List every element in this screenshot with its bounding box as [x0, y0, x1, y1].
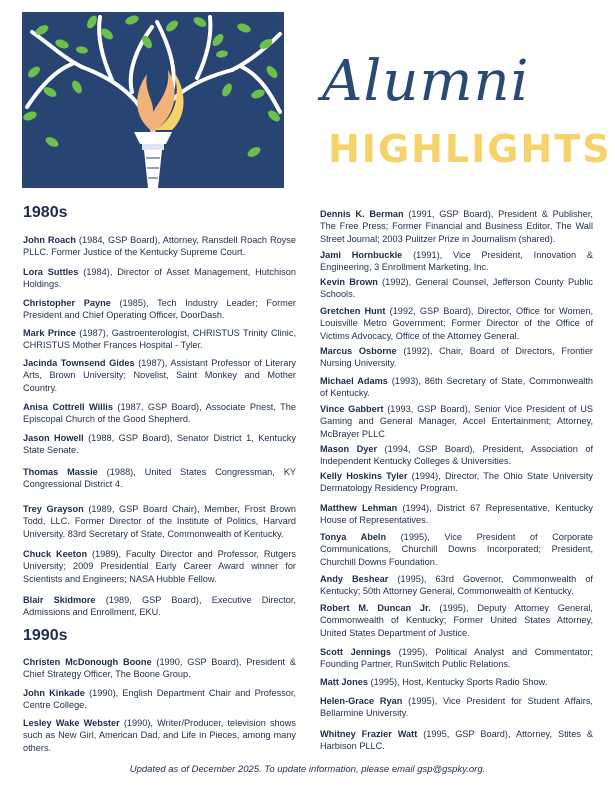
- alumni-details: (1984, GSP Board), Attorney, Ransdell Roach Royse PLLC. Former Justice of the Kentucky Supreme Court.: [23, 235, 296, 258]
- list-item: [23, 548, 296, 585]
- alumni-name: Andy Beshear: [320, 574, 389, 584]
- list-item: [320, 531, 593, 568]
- alumni-details: (1994), Director, The Ohio State University Dermatology Residency Program.: [320, 471, 593, 494]
- list-item: [23, 234, 296, 259]
- alumni-details: (1989, GSP Board), Executive Director, Admissions and Enrollment, EKU.: [23, 595, 296, 618]
- alumni-details: (1988, GSP Board), Senator District 1, Kentucky State Senate.: [23, 433, 296, 456]
- alumni-name: Christen McDonough Boone: [23, 657, 152, 667]
- title-highlights: HIGHLIGHTS: [328, 127, 612, 171]
- alumni-details: (1991), Vice President, Innovation & Engineering, 3 Enrollment Marketing, Inc.: [320, 250, 593, 273]
- list-item: [23, 327, 296, 352]
- alumni-details: (1990), Writer/Producer, television shows such as New Girl, American Dad, and Life in Pieces, among many others.: [23, 718, 297, 753]
- alumni-name: Thomas Massie: [23, 467, 98, 477]
- alumni-name: Chuck Keeton: [23, 549, 88, 559]
- list-item: [23, 432, 296, 457]
- list-item: [320, 208, 593, 245]
- alumni-name: Gretchen Hunt: [320, 306, 386, 316]
- alumni-details: (1990), English Department Chair and Professor, Centre College.: [23, 688, 296, 711]
- list-item: [320, 502, 593, 527]
- decade-heading: 1990s: [23, 627, 68, 644]
- alumni-name: Matt Jones: [320, 677, 368, 687]
- alumni-name: Marcus Osborne: [320, 346, 397, 356]
- list-item: [23, 466, 296, 491]
- alumni-details: (1990, GSP Board), President & Chief Strategy Officer, The Boone Group.: [23, 657, 296, 680]
- alumni-name: Whitney Frazier Watt: [320, 729, 418, 739]
- list-item: [320, 249, 593, 274]
- alumni-details: (1992), Chair, Board of Directors, Frontier Nursing University.: [320, 346, 593, 369]
- alumni-name: Scott Jennings: [320, 647, 391, 657]
- list-item: [320, 443, 593, 468]
- alumni-name: Mark Prince: [23, 328, 76, 338]
- alumni-details: (1992, GSP Board), Director, Office for Women, Louisville Metro Government; Former Director of the Office of Victims Advocacy, Office of the Attorney General.: [320, 306, 593, 341]
- alumni-details: (1994), District 67 Representative, Kentucky House of Representatives.: [320, 503, 593, 526]
- alumni-name: Christopher Payne: [23, 298, 111, 308]
- list-item: [23, 687, 296, 712]
- list-item: [320, 345, 593, 370]
- alumni-details: (1995), Host, Kentucky Sports Radio Show.: [368, 677, 548, 687]
- alumni-details: (1988), United States Congressman, KY Congressional District 4.: [23, 467, 297, 490]
- alumni-name: Vince Gabbert: [320, 404, 384, 414]
- list-item: [23, 656, 296, 681]
- alumni-details: (1995), Vice President for Student Affairs, Bellarmine University.: [320, 696, 593, 719]
- list-item: [23, 594, 296, 619]
- alumni-name: Blair Skidmore: [23, 595, 96, 605]
- alumni-details: (1991, GSP Board), President & Publisher, The Free Press; Former Financial and Business Editor, The Wall Street Journal; 2003 Pulitzer Prize in Journalism (shared).: [320, 209, 593, 244]
- decade-heading: 1980s: [23, 204, 68, 221]
- list-item: [23, 297, 296, 322]
- alumni-name: Mason Dyer: [320, 444, 378, 454]
- alumni-name: Michael Adams: [320, 376, 388, 386]
- alumni-details: (1987), Gastroenterologist, CHRISTUS Trinity Clinic, CHRISTUS Mother Frances Hospital - Tyler.: [23, 328, 296, 351]
- alumni-name: Kelly Hoskins Tyler: [320, 471, 408, 481]
- alumni-details: (1995), 63rd Governor, Commonwealth of Kentucky; 50th Attorney General, Commonwealth of Kentucky.: [320, 574, 593, 597]
- tree-torch-icon: [22, 12, 284, 188]
- alumni-name: Matthew Lehman: [320, 503, 398, 513]
- alumni-name: Jami Hornbuckle: [320, 250, 403, 260]
- alumni-details: (1992), General Counsel, Jefferson County Public Schools.: [320, 277, 593, 300]
- alumni-name: Jason Howell: [23, 433, 84, 443]
- alumni-details: (1993, GSP Board), Senior Vice President of US Gaming and General Manager, Accel Entertainment; Attorney, McBrayer PLLC: [320, 404, 593, 439]
- alumni-details: (1993), 86th Secretary of State, Commonwealth of Kentucky.: [320, 376, 594, 399]
- alumni-name: Tonya Abeln: [320, 532, 387, 542]
- alumni-details: (1989, GSP Board Chair), Member, Frost Brown Todd, LLC. Former Director of the Institute of Politics, Harvard University. 83rd Secretary of State, Commonwealth of Kentucky.: [23, 504, 297, 539]
- alumni-details: (1995, GSP Board), Attorney, Stites & Harbison PLLC.: [320, 729, 593, 752]
- alumni-name: Jacinda Townsend Gides: [23, 358, 135, 368]
- list-item: [320, 470, 593, 495]
- list-item: [320, 728, 593, 753]
- list-item: [320, 276, 593, 301]
- alumni-name: Kevin Brown: [320, 277, 378, 287]
- alumni-name: John Kinkade: [23, 688, 85, 698]
- hero-illustration: [22, 12, 284, 188]
- alumni-details: (1985), Tech Industry Leader; Former President and Chief Operating Officer, DoorDash.: [23, 298, 296, 321]
- list-item: [23, 357, 296, 394]
- alumni-name: Anisa Cottrell Willis: [23, 402, 113, 412]
- alumni-name: John Roach: [23, 235, 76, 245]
- list-item: [320, 573, 593, 598]
- list-item: [23, 717, 296, 754]
- alumni-name: Helen-Grace Ryan: [320, 696, 403, 706]
- alumni-details: (1994, GSP Board), President, Association of Independent Kentucky Colleges & Universities.: [320, 444, 593, 467]
- list-item: [320, 695, 593, 720]
- alumni-name: Robert M. Duncan Jr.: [320, 603, 431, 613]
- list-item: [320, 646, 593, 671]
- list-item: [23, 266, 296, 291]
- list-item: [320, 602, 593, 639]
- list-item: [320, 676, 593, 688]
- alumni-name: Lesley Wake Webster: [23, 718, 120, 728]
- alumni-details: (1995), Vice President of Corporate Communications, Churchill Downs Incorporated; President, Churchill Downs Foundation.: [320, 532, 593, 567]
- alumni-details: (1995), Deputy Attorney General, Commonwealth of Kentucky; Former United States Attorney, United States Department of Justice.: [320, 603, 593, 638]
- alumni-details: (1984), Director of Asset Management, Hutchison Holdings.: [23, 267, 296, 290]
- list-item: [320, 403, 593, 440]
- alumni-details: (1989), Faculty Director and Professor, Rutgers University; 2009 Presidential Early Career Award winner for Scientists and Engineers; NASA Hubble Fellow.: [23, 549, 296, 584]
- footer-note: Updated as of December 2025. To update information, please email gsp@gspky.org.: [129, 764, 486, 775]
- list-item: [320, 375, 593, 400]
- list-item: [320, 305, 593, 342]
- title-script: Alumni: [322, 49, 530, 114]
- alumni-name: Dennis K. Berman: [320, 209, 404, 219]
- alumni-details: (1987), Assistant Professor of Literary Arts, Brown University; Novelist, Saint Monkey and Mother Country.: [23, 358, 296, 393]
- list-item: [23, 401, 296, 426]
- alumni-details: (1987, GSP Board), Associate Priest, The Episcopal Church of the Good Shepherd.: [23, 402, 296, 425]
- alumni-name: Trey Grayson: [23, 504, 84, 514]
- list-item: [23, 503, 296, 540]
- alumni-name: Lora Suttles: [23, 267, 79, 277]
- alumni-details: (1995), Political Analyst and Commentator; Founding Partner, RunSwitch Public Relations.: [320, 647, 593, 670]
